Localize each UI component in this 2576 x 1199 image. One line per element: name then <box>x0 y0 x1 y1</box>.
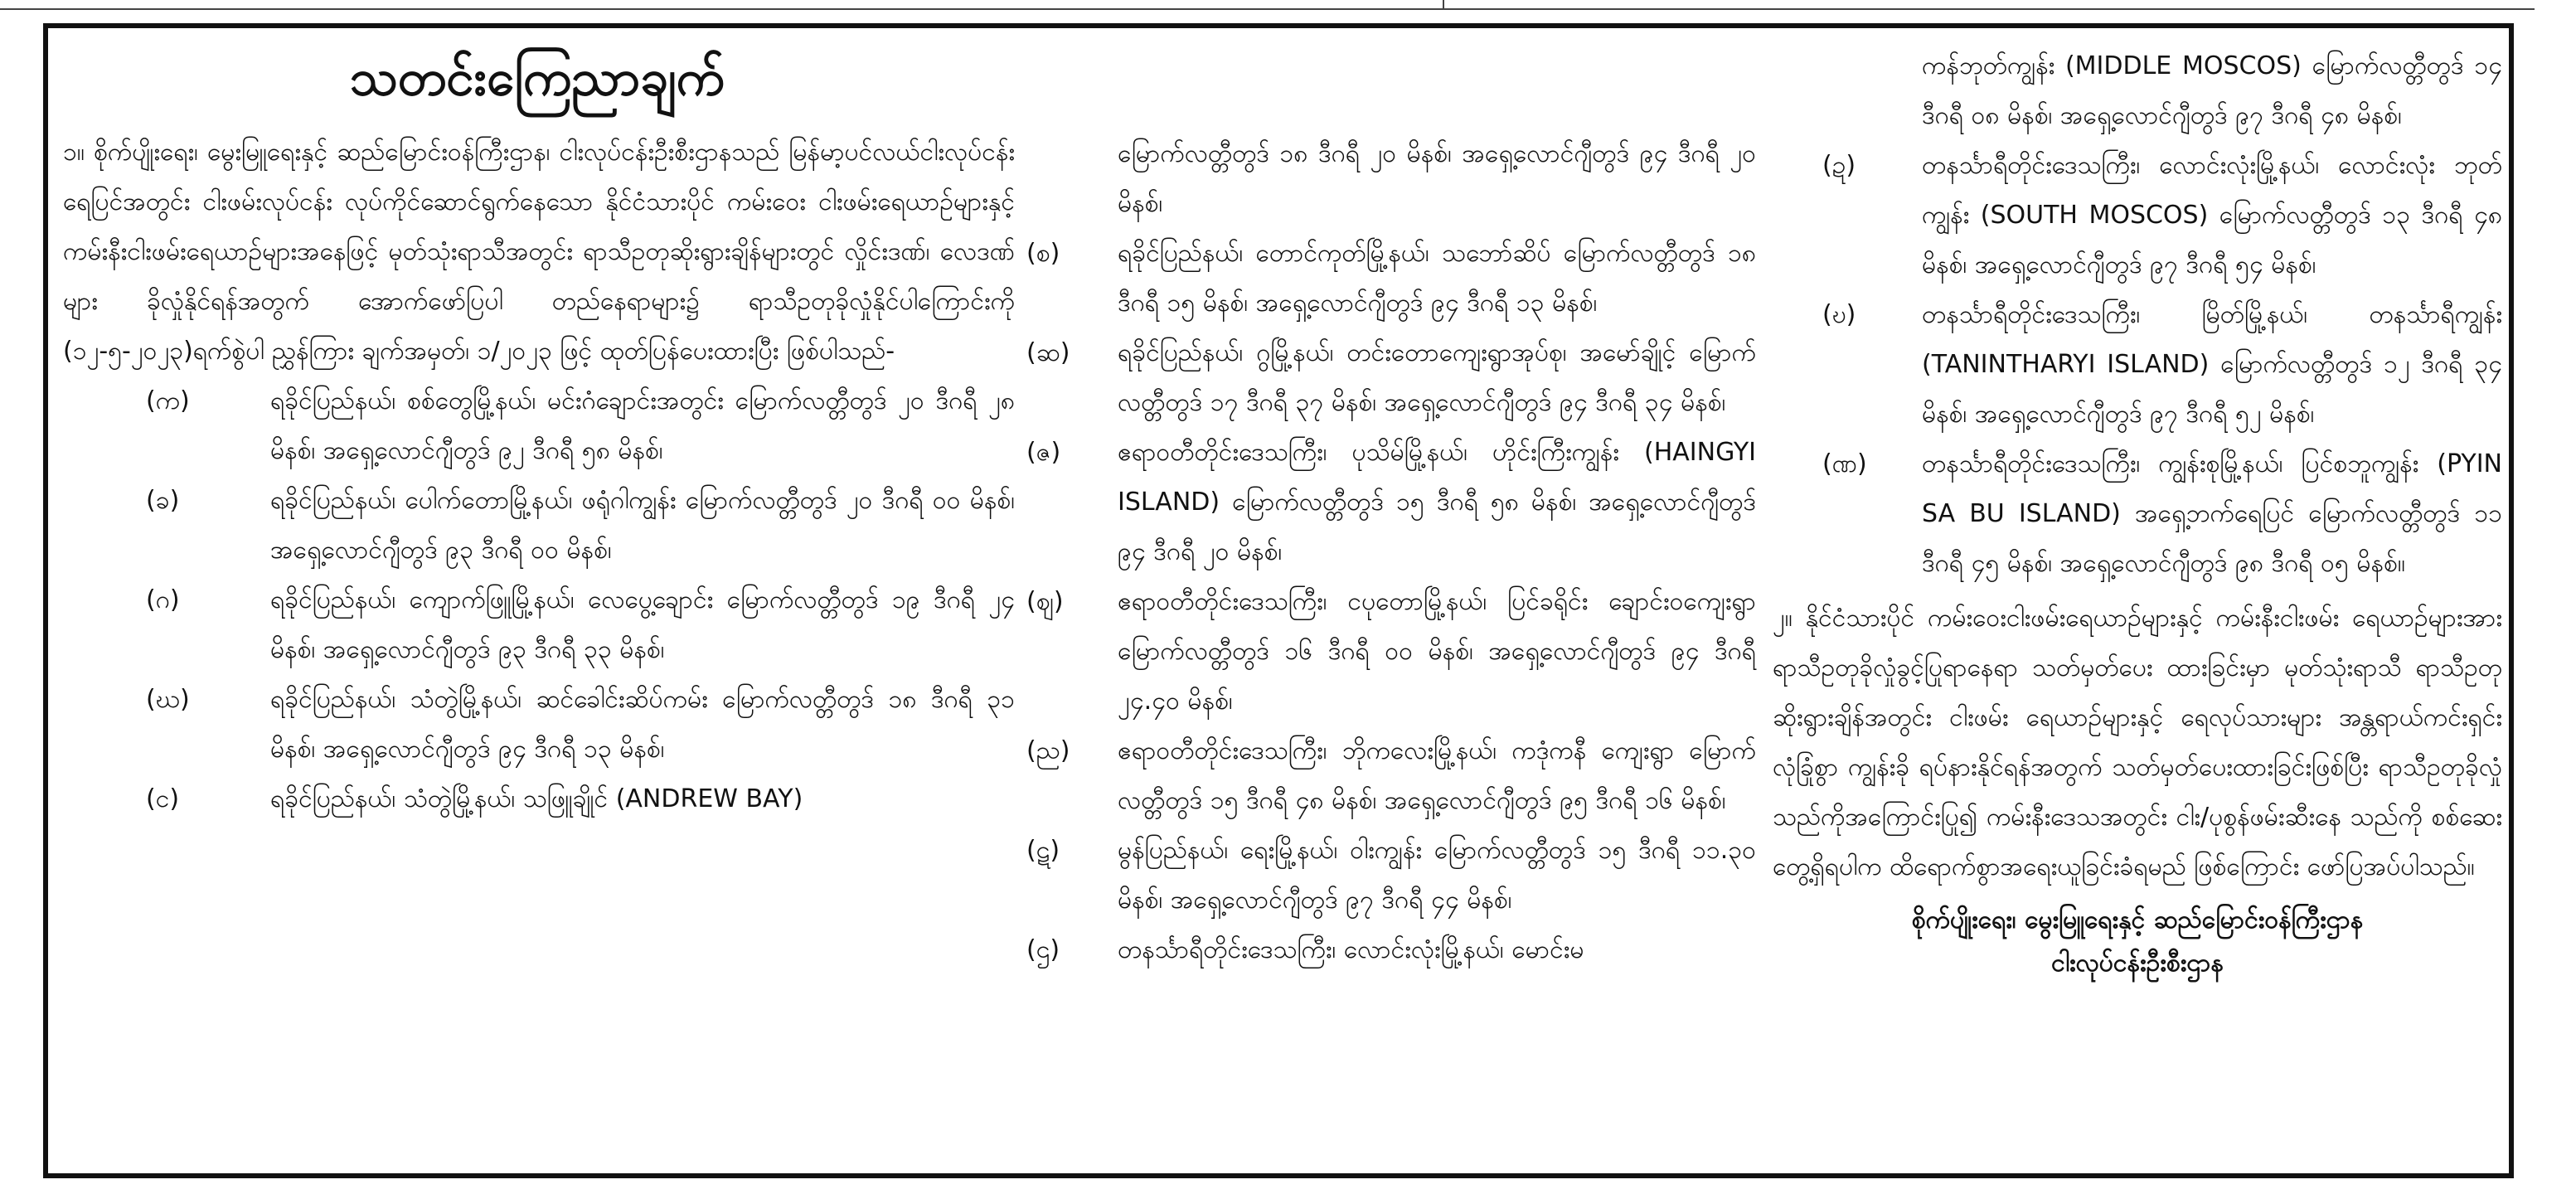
item-text: ရခိုင်ပြည်နယ်၊ သံတွဲမြို့နယ်၊ ဆင်ခေါင်းဆိပ်ကမ်း မြောက်လတ္တီတွဒ် ၁၈ ဒီဂရီ ၃၁ မိနစ်၊ အရှေ့လောင်ဂျီတွဒ် ၉၄ ဒီဂရီ ၁၃ မိနစ်၊ <box>270 685 1015 764</box>
item-text: ရခိုင်ပြည်နယ်၊ ပေါက်တောမြို့နယ်၊ ဖရုံဂါကျွန်း မြောက်လတ္တီတွဒ် ၂၀ ဒီဂရီ ၀၀ မိနစ်၊ အရှေ့လောင်ဂျီတွဒ် ၉၃ ဒီဂရီ ၀၀ မိနစ်၊ <box>270 486 1015 565</box>
item-label: (ဎ) <box>1822 300 1856 329</box>
list-item <box>63 575 1015 675</box>
item-label: (စ) <box>1026 239 1060 268</box>
list-item <box>63 376 1015 476</box>
list-item <box>1773 141 2502 290</box>
item-label: (ဏ) <box>1822 449 1867 478</box>
item-text: တနင်္သာရီတိုင်းဒေသကြီး၊ လောင်းလုံးမြို့နယ်၊ မောင်းမ <box>1118 935 1584 964</box>
list-item <box>1026 726 1756 826</box>
notice-title: သတင်းကြေညာချက် <box>349 49 725 107</box>
item-text: ရခိုင်ပြည်နယ်၊ တောင်ကုတ်မြို့နယ်၊ သဘော်ဆိပ် မြောက်လတ္တီတွဒ် ၁၈ ဒီဂရီ ၁၅ မိနစ်၊ အရှေ့လောင်ဂျီတွဒ် ၉၄ ဒီဂရီ ၁၃ မိနစ်၊ <box>1118 239 1756 318</box>
item-text: ဧရာဝတီတိုင်းဒေသကြီး၊ ဘိုကလေးမြို့နယ်၊ ကဒုံကနီ ကျေးရွာ မြောက်လတ္တီတွဒ် ၁၅ ဒီဂရီ ၄၈ မိနစ်၊ အရှေ့လောင်ဂျီတွဒ် ၉၅ ဒီဂရီ ၁၆ မိနစ်၊ <box>1118 736 1756 815</box>
top-rule-tick <box>1443 0 1444 8</box>
paragraph-2: ၂။ နိုင်ငံသားပိုင် ကမ်းဝေးငါးဖမ်းရေယာဉ်များနှင့် ကမ်းနီးငါးဖမ်း ရေယာဉ်များအား ရာသီဥတုခိုလှုံခွင့်ပြုရာနေရာ သတ်မှတ်ပေး ထားခြင်းမှာ မုတ်သုံးရာသီ ရာသီဥတုဆိုးရွားချိန်အတွင်း ငါးဖမ်း ရေယာဉ်များနှင့် ရေလုပ်သားများ အန္တရာယ်ကင်းရှင်းလုံခြုံစွာ ကျွန်းခို ရပ်နားနိုင်ရန်အတွက် သတ်မှတ်ပေးထားခြင်းဖြစ်ပြီး ရာသီဥတုခိုလှုံ သည်ကိုအကြောင်းပြု၍ ကမ်းနီးဒေသအတွင်း ငါး/ပုစွန်ဖမ်းဆီးနေ သည်ကို စစ်ဆေးတွေ့ရှိရပါက ထိရောက်စွာအရေးယူခြင်းခံရမည် ဖြစ်ကြောင်း ဖော်ပြအပ်ပါသည်။ <box>1773 604 2502 881</box>
item-label: (ဋ) <box>1026 836 1060 865</box>
item-label: (ဇ) <box>1026 438 1061 467</box>
column-1 <box>63 128 1015 824</box>
list-item <box>1026 229 1756 328</box>
column-3 <box>1773 41 2502 985</box>
item-label: (ခ) <box>146 486 180 515</box>
item-text: တနင်္သာရီတိုင်းဒေသကြီး၊ မြိတ်မြို့နယ်၊ တနင်္သာရီကျွန်း (TANINTHARYI ISLAND) မြောက်လတ္တီတွဒ် ၁၂ ဒီဂရီ ၃၄ မိနစ်၊ အရှေ့လောင်ဂျီတွဒ် ၉၇ ဒီဂရီ ၅၂ မိနစ်၊ <box>1922 300 2502 429</box>
column-2 <box>1026 129 1756 975</box>
list-item <box>1773 290 2502 439</box>
top-rule <box>0 8 2535 10</box>
list-item <box>1026 328 1756 428</box>
item-text: ရခိုင်ပြည်နယ်၊ သံတွဲမြို့နယ်၊ သဖြူချိုင် (ANDREW BAY) <box>270 784 803 813</box>
list-item <box>1026 826 1756 925</box>
item-label: (ဌ) <box>1026 935 1060 964</box>
list-item <box>63 476 1015 575</box>
list-item <box>1773 439 2502 589</box>
item-text: တနင်္သာရီတိုင်းဒေသကြီး၊ ကျွန်းစုမြို့နယ်၊ ပြင်စဘူကျွန်း (PYIN SA BU ISLAND) အရှေ့ဘက်ရေပြင် မြောက်လတ္တီတွဒ် ၁၁ ဒီဂရီ ၄၅ မိနစ်၊ အရှေ့လောင်ဂျီတွဒ် ၉၈ ဒီဂရီ ၀၅ မိနစ်။ <box>1922 449 2502 578</box>
signature-block <box>1773 899 2502 985</box>
continued-text: ကန်ဘုတ်ကျွန်း (MIDDLE MOSCOS) မြောက်လတ္တီတွဒ် ၁၄ ဒီဂရီ ၀၈ မိနစ်၊ အရှေ့လောင်ဂျီတွဒ် ၉၇ ဒီဂရီ ၄၈ မိနစ်၊ <box>1922 51 2502 130</box>
item-text: ရခိုင်ပြည်နယ်၊ စစ်တွေမြို့နယ်၊ မင်းဂံချောင်းအတွင်း မြောက်လတ္တီတွဒ် ၂၀ ဒီဂရီ ၂၈ မိနစ်၊ အရှေ့လောင်ဂျီတွဒ် ၉၂ ဒီဂရီ ၅၈ မိနစ်၊ <box>270 386 1015 465</box>
list-item <box>63 774 1015 824</box>
item-text: တနင်္သာရီတိုင်းဒေသကြီး၊ လောင်းလုံးမြို့နယ်၊ လောင်းလုံး ဘုတ်ကျွန်း (SOUTH MOSCOS) မြောက်လတ္တီတွဒ် ၁၃ ဒီဂရီ ၄၈ မိနစ်၊ အရှေ့လောင်ဂျီတွဒ် ၉၇ ဒီဂရီ ၅၄ မိနစ်၊ <box>1922 151 2502 279</box>
item-label: (ဍ) <box>1822 151 1856 180</box>
item-label: (င) <box>146 784 180 813</box>
continued-text: မြောက်လတ္တီတွဒ် ၁၈ ဒီဂရီ ၂၀ မိနစ်၊ အရှေ့လောင်ဂျီတွဒ် ၉၄ ဒီဂရီ ၂၀ မိနစ်၊ <box>1118 139 1756 218</box>
item-label: (ည) <box>1026 736 1070 765</box>
item-text: ဧရာဝတီတိုင်းဒေသကြီး၊ ပုသိမ်မြို့နယ်၊ ဟိုင်းကြီးကျွန်း (HAINGYI ISLAND) မြောက်လတ္တီတွဒ် ၁၅ ဒီဂရီ ၅၈ မိနစ်၊ အရှေ့လောင်ဂျီတွဒ် ၉၄ ဒီဂရီ ၂၀ မိနစ်၊ <box>1118 438 1756 566</box>
item-text: ရခိုင်ပြည်နယ်၊ ဂွမြို့နယ်၊ တင်းတောကျေးရွာအုပ်စု၊ အမော်ချိုင့် မြောက်လတ္တီတွဒ် ၁၇ ဒီဂရီ ၃၇ မိနစ်၊ အရှေ့လောင်ဂျီတွဒ် ၉၄ ဒီဂရီ ၃၄ မိနစ်၊ <box>1118 338 1756 417</box>
item-label: (က) <box>146 386 190 415</box>
signature-ministry: စိုက်ပျိုးရေး၊ မွေးမြူရေးနှင့် ဆည်မြောင်းဝန်ကြီးဌာန <box>1911 905 2364 934</box>
paragraph-1-intro: ၁။ စိုက်ပျိုးရေး၊ မွေးမြူရေးနှင့် ဆည်မြောင်းဝန်ကြီးဌာန၊ ငါးလုပ်ငန်းဦးစီးဌာနသည် မြန်မာ့ပင်လယ်ငါးလုပ်ငန်းရေပြင်အတွင်း ငါးဖမ်းလုပ်ငန်း လုပ်ကိုင်ဆောင်ရွက်နေသော နိုင်ငံသားပိုင် ကမ်းဝေး ငါးဖမ်းရေယာဉ်များနှင့် ကမ်းနီးငါးဖမ်းရေယာဉ်များအနေဖြင့် မုတ်သုံးရာသီအတွင်း ရာသီဥတုဆိုးရွားချိန်များတွင် လှိုင်းဒဏ်၊ လေဒဏ်များ ခိုလှုံနိုင်ရန်အတွက် အောက်ဖော်ပြပါ တည်နေရာများ၌ ရာသီဥတုခိုလှုံနိုင်ပါကြောင်းကို (၁၂-၅-၂၀၂၃)ရက်စွဲပါ ညွှန်ကြား ချက်အမှတ်၊ ၁/၂၀၂၃ ဖြင့် ထုတ်ပြန်ပေးထားပြီး ဖြစ်ပါသည်- <box>63 138 1015 366</box>
item-text: ဧရာဝတီတိုင်းဒေသကြီး၊ ငပုတောမြို့နယ်၊ ပြင်ခရိုင်း ချောင်းဝကျေးရွာ မြောက်လတ္တီတွဒ် ၁၆ ဒီဂရီ ၀၀ မိနစ်၊ အရှေ့လောင်ဂျီတွဒ် ၉၄ ဒီဂရီ ၂၄.၄၀ မိနစ်၊ <box>1118 587 1756 716</box>
item-text: ရခိုင်ပြည်နယ်၊ ကျောက်ဖြူမြို့နယ်၊ လေပွေ့ချောင်း မြောက်လတ္တီတွဒ် ၁၉ ဒီဂရီ ၂၄ မိနစ်၊ အရှေ့လောင်ဂျီတွဒ် ၉၃ ဒီဂရီ ၃၃ မိနစ်၊ <box>270 585 1015 664</box>
notice-frame <box>43 23 2514 1178</box>
item-label: (ဆ) <box>1026 338 1070 367</box>
signature-department: ငါးလုပ်ငန်းဦးစီးဌာန <box>2051 949 2224 978</box>
item-label: (ဂ) <box>146 585 180 614</box>
list-item <box>63 675 1015 774</box>
list-item <box>1026 428 1756 577</box>
list-item <box>1026 577 1756 726</box>
list-item <box>1026 925 1756 975</box>
item-label: (ဈ) <box>1026 587 1064 616</box>
item-label: (ဃ) <box>146 685 190 714</box>
item-text: မွန်ပြည်နယ်၊ ရေးမြို့နယ်၊ ဝါးကျွန်း မြောက်လတ္တီတွဒ် ၁၅ ဒီဂရီ ၁၁.၃၀ မိနစ်၊ အရှေ့လောင်ဂျီတွဒ် ၉၇ ဒီဂရီ ၄၄ မိနစ်၊ <box>1118 836 1756 915</box>
